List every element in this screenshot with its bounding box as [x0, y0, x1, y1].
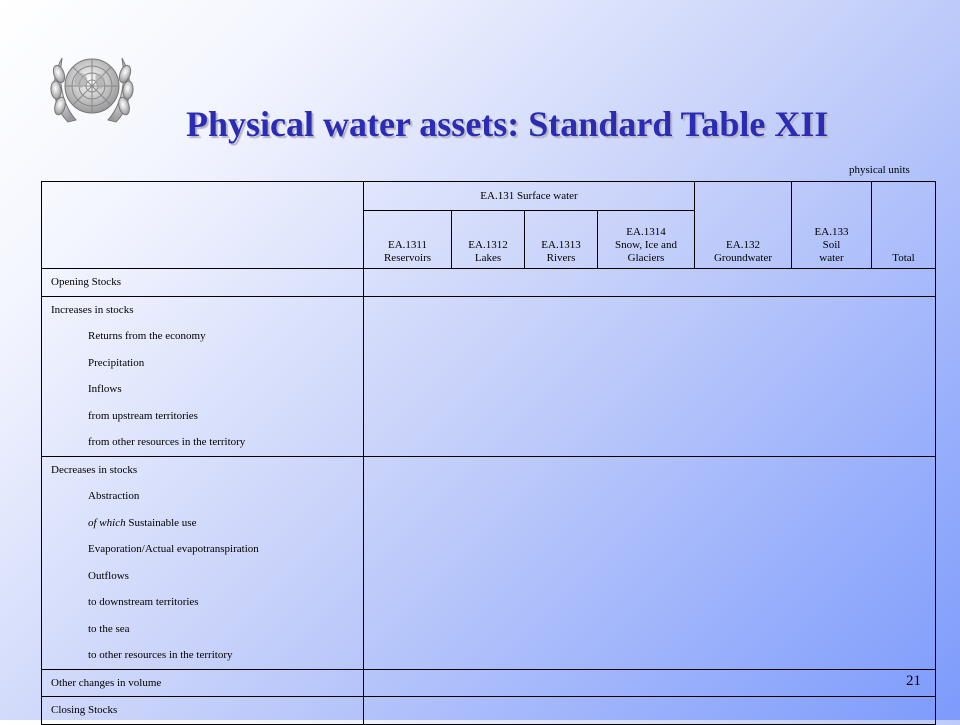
- increase-item: Precipitation: [88, 356, 145, 369]
- groundwater-header: EA.132 Groundwater: [695, 182, 792, 269]
- surface-water-header: EA.131 Surface water: [364, 182, 695, 211]
- decrease-item: to other resources in the territory: [88, 649, 233, 661]
- increase-item: from upstream territories: [88, 409, 198, 422]
- increases-labels: [42, 296, 364, 456]
- decreases-heading: Decreases in stocks: [51, 463, 138, 476]
- total-header: Total: [872, 182, 936, 269]
- other-changes-row: [42, 669, 936, 697]
- decrease-item: to downstream territories: [88, 596, 199, 608]
- lakes-header: EA.1312 Lakes: [452, 211, 525, 269]
- decreases-labels: [42, 456, 364, 669]
- assets-table: [41, 181, 936, 725]
- assets-table-container: [41, 181, 936, 725]
- rivers-header: EA.1313 Rivers: [525, 211, 598, 269]
- decrease-item: Outflows: [88, 569, 129, 582]
- closing-stocks-label: Closing Stocks: [42, 697, 364, 725]
- opening-stocks-label: Opening Stocks: [42, 269, 364, 297]
- decreases-block: [42, 456, 936, 669]
- un-emblem-icon: [46, 44, 138, 132]
- reservoirs-header: EA.1311 Reservoirs: [364, 211, 452, 269]
- other-changes-data: [364, 669, 936, 697]
- increases-data: [364, 296, 936, 456]
- decrease-item: Evaporation/Actual evapotranspiration: [88, 543, 259, 555]
- page-number: 21: [906, 673, 921, 689]
- header-row-1: [42, 182, 936, 211]
- other-changes-label: Other changes in volume: [42, 669, 364, 697]
- soil-water-header: EA.133 Soil water: [792, 182, 872, 269]
- decrease-item: to the sea: [88, 622, 130, 635]
- opening-stocks-row: [42, 269, 936, 297]
- decrease-item: Abstraction: [88, 490, 140, 502]
- increase-item: from other resources in the territory: [88, 436, 246, 448]
- decreases-data: [364, 456, 936, 669]
- increases-heading: Increases in stocks: [51, 303, 134, 316]
- units-note: physical units: [849, 164, 910, 176]
- increase-item: Returns from the economy: [88, 330, 206, 342]
- page-title: Physical water assets: Standard Table XII: [186, 104, 829, 144]
- increases-block: [42, 296, 936, 456]
- decrease-item: of which Sustainable use: [88, 516, 197, 529]
- row-label-header: [42, 182, 364, 269]
- increase-item: Inflows: [88, 383, 122, 395]
- opening-stocks-data: [364, 269, 936, 297]
- snow-ice-glaciers-header: EA.1314 Snow, Ice and Glaciers: [598, 211, 695, 269]
